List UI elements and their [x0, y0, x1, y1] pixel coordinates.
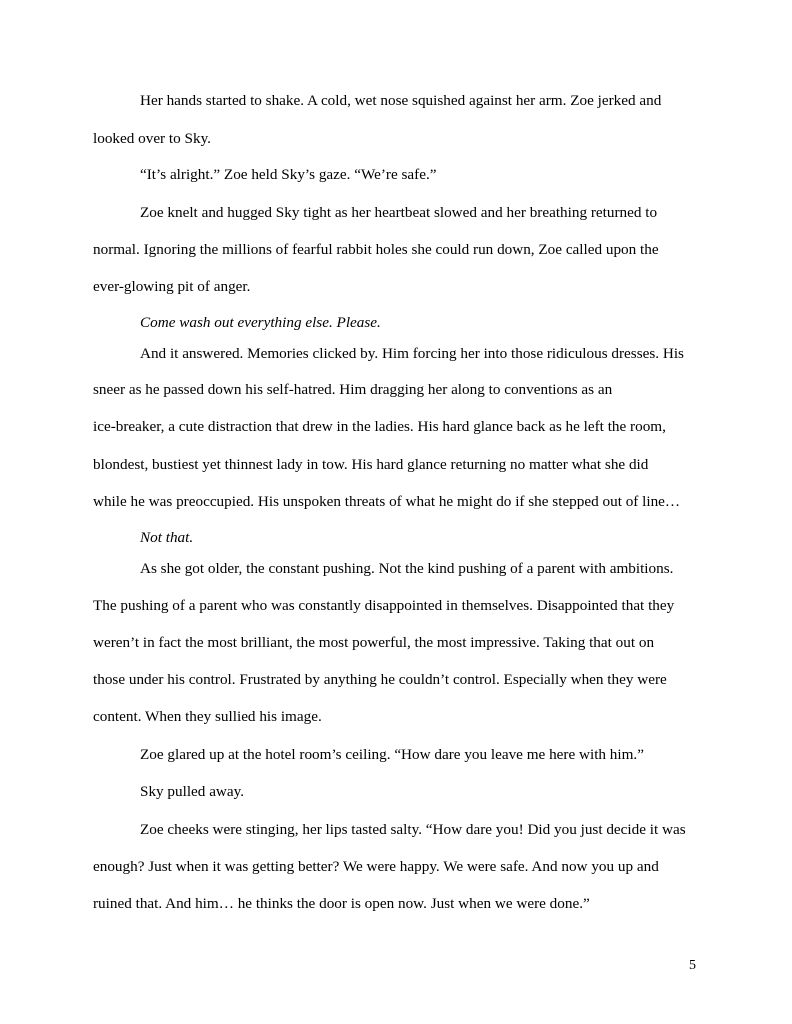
text-line: looked over to Sky.	[93, 130, 211, 147]
text-line: Zoe knelt and hugged Sky tight as her heartbeat slowed and her breathing returned to	[140, 204, 658, 221]
text-line: those under his control. Frustrated by anything he couldn’t control. Especially when they were	[93, 671, 667, 688]
text-line: And it answered. Memories clicked by. Him forcing her into those ridiculous dresses. His	[140, 345, 684, 362]
text-line: Sky pulled away.	[140, 783, 245, 800]
text-line: The pushing of a parent who was constantly disappointed in themselves. Disappointed that they	[93, 597, 675, 614]
text-line: Zoe glared up at the hotel room’s ceiling. “How dare you leave me here with him.”	[140, 746, 644, 763]
italic-text-line: Not that.	[140, 529, 194, 546]
text-line: while he was preoccupied. His unspoken threats of what he might do if she stepped out of line…	[93, 493, 681, 510]
text-line: normal. Ignoring the millions of fearful rabbit holes she could run down, Zoe called upon the	[93, 241, 659, 258]
text-line: sneer as he passed down his self-hatred. Him dragging her along to conventions as an	[93, 381, 613, 398]
text-line: ruined that. And him… he thinks the door is open now. Just when we were done.”	[93, 895, 590, 912]
text-line: “It’s alright.” Zoe held Sky’s gaze. “We’re safe.”	[140, 166, 437, 183]
text-line: enough? Just when it was getting better? We were happy. We were safe. And now you up and	[93, 858, 659, 875]
text-line: ice-breaker, a cute distraction that drew in the ladies. His hard glance back as he left the room,	[93, 418, 666, 435]
text-line: As she got older, the constant pushing. Not the kind pushing of a parent with ambitions.	[140, 560, 674, 577]
italic-text-line: Come wash out everything else. Please.	[140, 314, 381, 331]
text-line: content. When they sullied his image.	[93, 708, 322, 725]
page-number: 5	[689, 958, 696, 973]
text-line: weren’t in fact the most brilliant, the most powerful, the most impressive. Taking that out on	[93, 634, 655, 651]
text-line: blondest, bustiest yet thinnest lady in tow. His hard glance returning no matter what she did	[93, 456, 649, 473]
text-line: Zoe cheeks were stinging, her lips tasted salty. “How dare you! Did you just decide it was	[140, 821, 686, 838]
text-line: Her hands started to shake. A cold, wet nose squished against her arm. Zoe jerked and	[140, 92, 662, 109]
text-line: ever-glowing pit of anger.	[93, 278, 251, 295]
